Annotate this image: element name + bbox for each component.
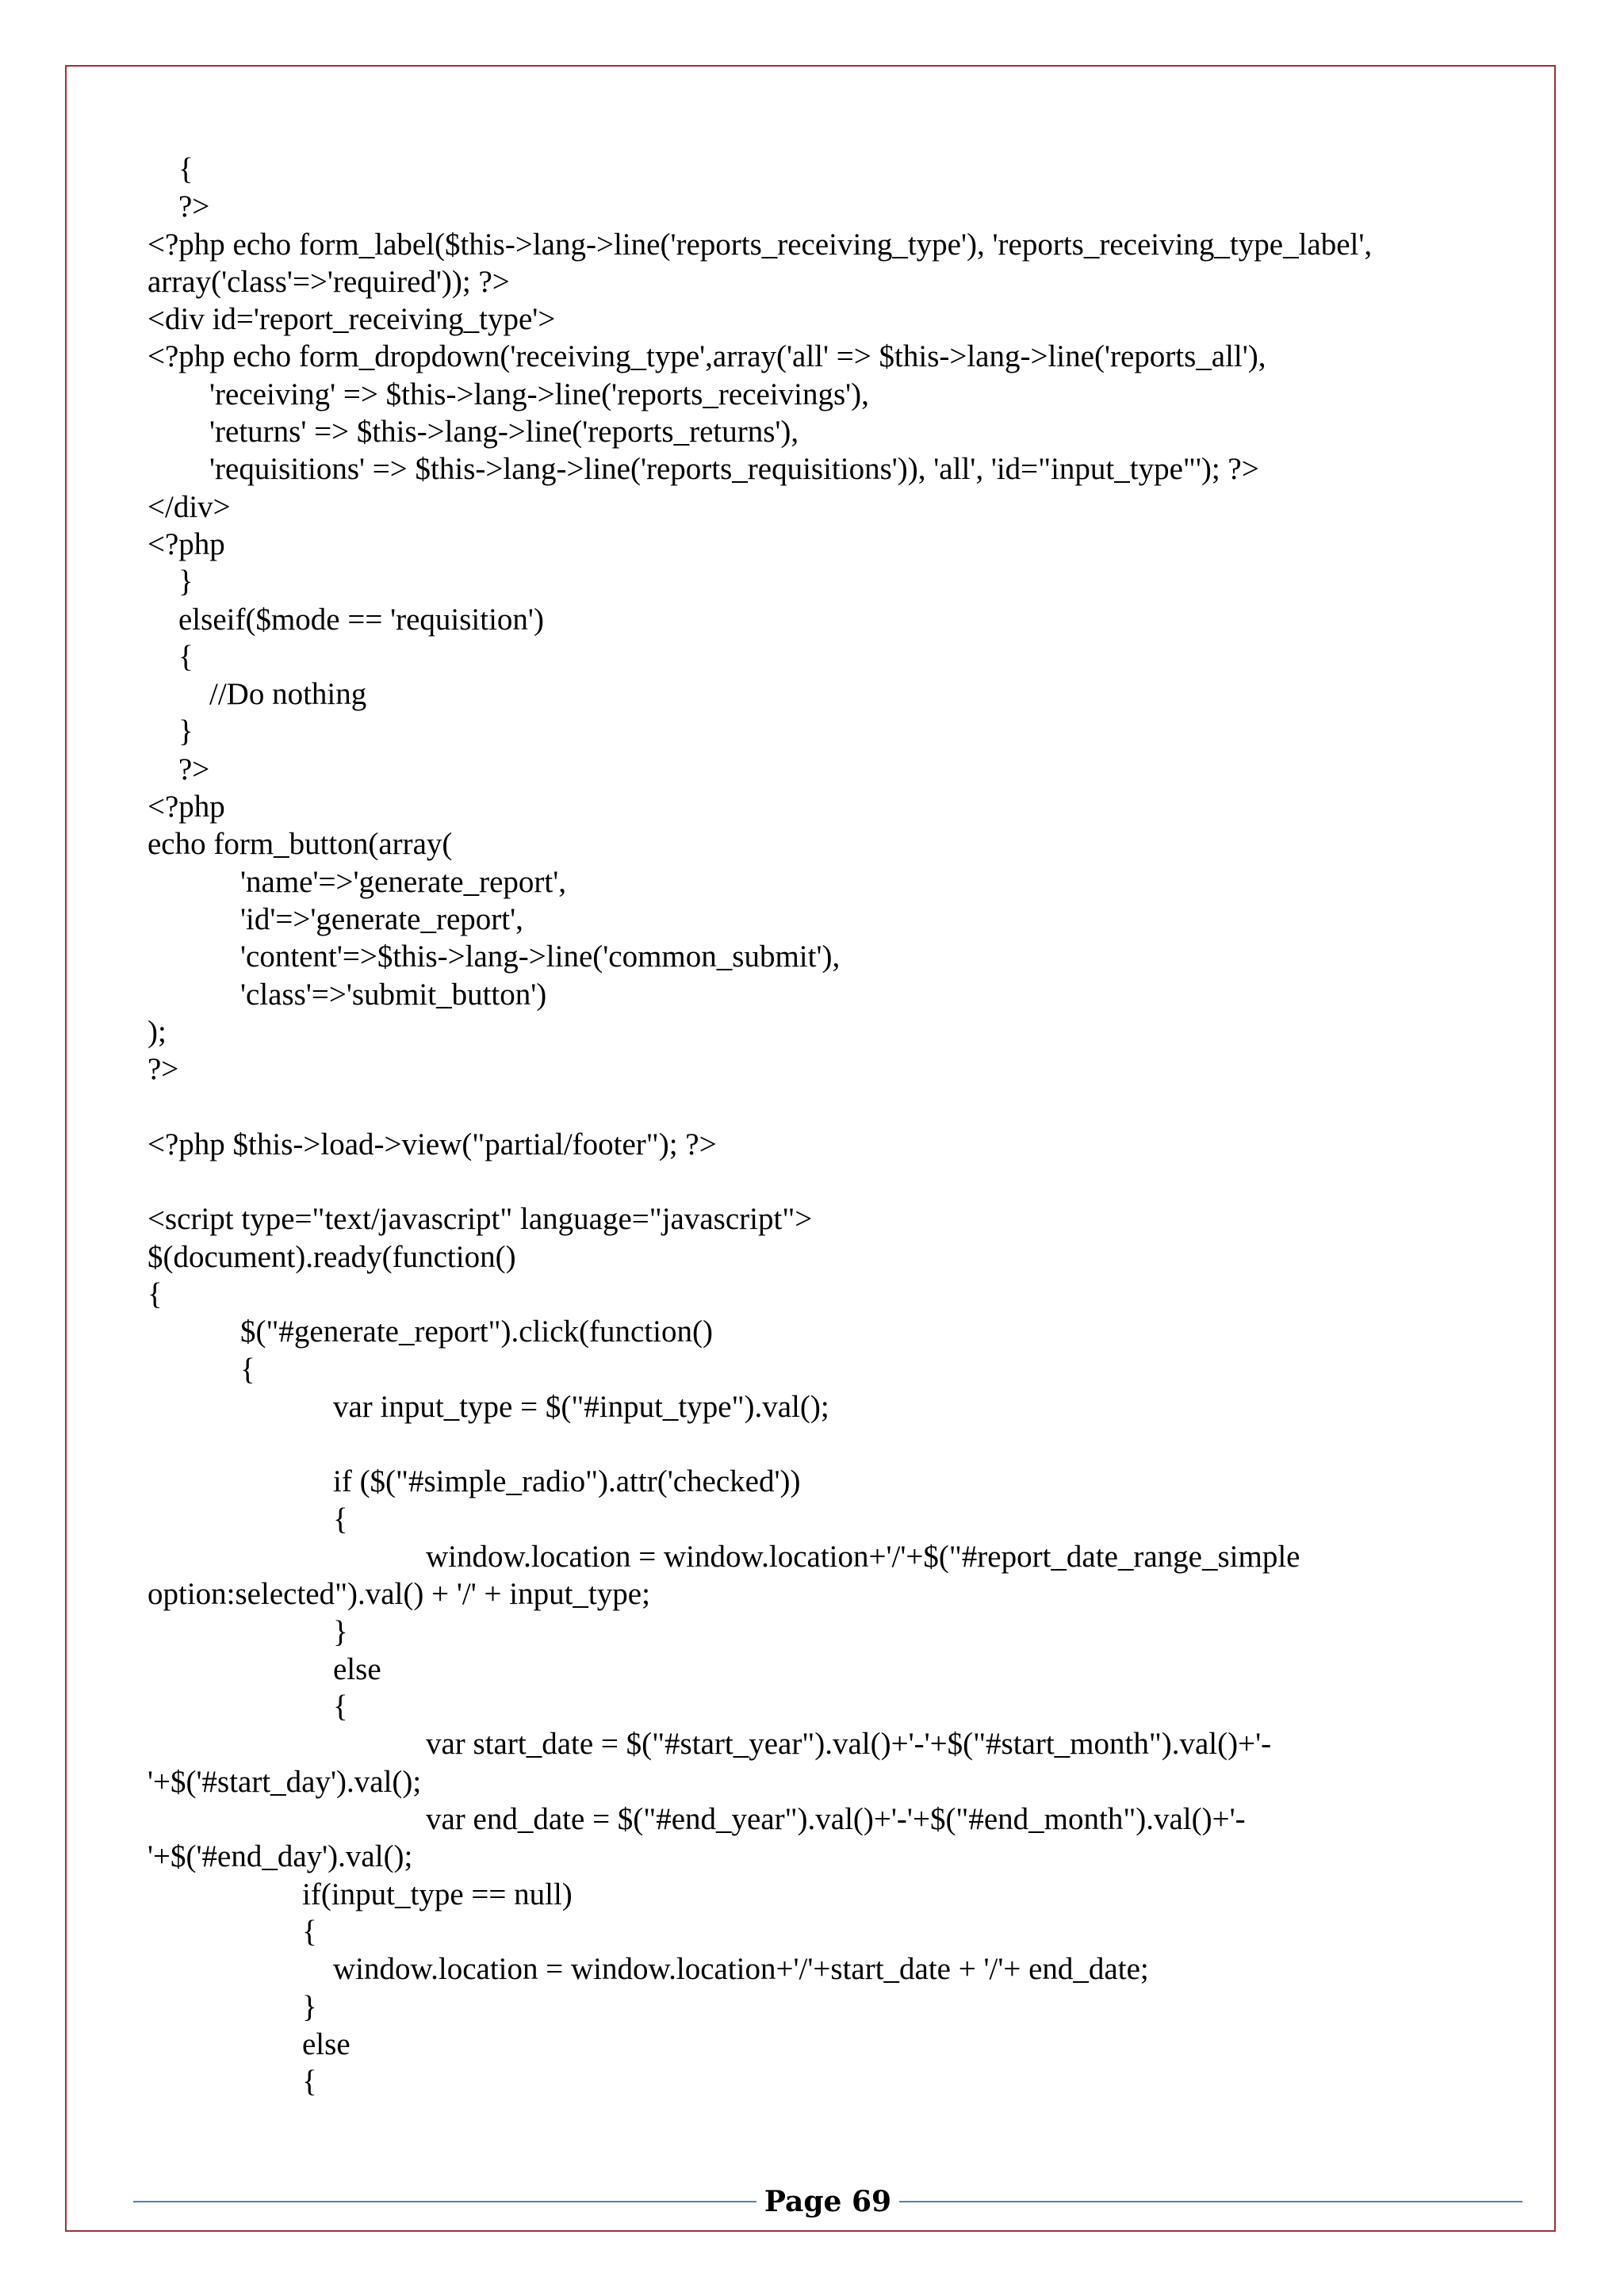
code-line: array('class'=>'required')); ?>: [147, 264, 510, 299]
code-line: }: [147, 564, 193, 599]
code-line: ?>: [147, 1052, 179, 1087]
code-line: $(document).ready(function(): [147, 1239, 516, 1274]
code-line: <?php: [147, 790, 225, 825]
page-number: Page 69: [764, 2185, 892, 2218]
code-line: }: [147, 1989, 317, 2024]
code-line: {: [147, 1276, 163, 1311]
code-line: <div id='report_receiving_type'>: [147, 302, 556, 337]
code-line: '+$('#end_day').val();: [147, 1839, 413, 1874]
code-line: 'receiving' => $this->lang->line('reports_receivings'),: [147, 377, 869, 411]
code-line: <script type="text/javascript" language="javascript">: [147, 1202, 813, 1237]
code-line: else: [147, 1651, 381, 1686]
code-line: 'content'=>$this->lang->line('common_submit'),: [147, 939, 841, 974]
code-line: ?>: [147, 189, 210, 224]
code-line: {: [147, 1914, 317, 1949]
footer-rule-right: [899, 2201, 1522, 2202]
code-line: '+$('#start_day').val();: [147, 1764, 422, 1799]
code-line: [147, 1088, 1511, 1125]
code-line: <?php: [147, 526, 225, 561]
code-line: $("#generate_report").click(function(): [147, 1314, 713, 1349]
code-line: option:selected").val() + '/' + input_type;: [147, 1577, 650, 1612]
code-line: window.location = window.location+'/'+start_date + '/'+ end_date;: [147, 1952, 1149, 1987]
code-line: {: [147, 152, 193, 186]
page-footer: [133, 2182, 1522, 2221]
code-line: else: [147, 2026, 350, 2061]
code-line: var input_type = $("#input_type").val();: [147, 1389, 829, 1424]
code-line: var start_date = $("#start_year").val()+'-'+$("#start_month").val()+'-: [147, 1727, 1272, 1762]
code-line: <?php $this->load->view("partial/footer"); ?>: [147, 1127, 717, 1161]
code-line: if ($("#simple_radio").attr('checked')): [147, 1464, 801, 1499]
code-line: //Do nothing: [147, 677, 367, 712]
code-line: <?php echo form_dropdown('receiving_type',array('all' => $this->lang->line('reports_all'),: [147, 339, 1266, 374]
code-line: }: [147, 1614, 348, 1649]
code-line: {: [147, 2064, 317, 2099]
code-line: if(input_type == null): [147, 1877, 573, 1911]
code-line: }: [147, 714, 193, 749]
code-line: );: [147, 1014, 167, 1049]
code-listing: [147, 151, 1511, 2100]
code-line: var end_date = $("#end_year").val()+'-'+$("#end_month").val()+'-: [147, 1802, 1246, 1837]
footer-rule-left: [133, 2201, 756, 2202]
code-line: <?php echo form_label($this->lang->line('reports_receiving_type'), 'reports_receiving_type_label',: [147, 227, 1373, 262]
code-line: {: [147, 1352, 255, 1387]
code-line: </div>: [147, 489, 231, 524]
code-line: window.location = window.location+'/'+$("#report_date_range_simple: [147, 1539, 1300, 1574]
code-line: 'class'=>'submit_button'): [147, 977, 547, 1012]
code-line: 'name'=>'generate_report',: [147, 864, 566, 899]
code-line: elseif($mode == 'requisition'): [147, 602, 544, 637]
code-line: 'returns' => $this->lang->line('reports_returns'),: [147, 415, 799, 450]
code-line: echo form_button(array(: [147, 827, 453, 862]
code-line: [147, 1163, 1511, 1200]
code-line: 'id'=>'generate_report',: [147, 901, 523, 936]
code-line: {: [147, 1689, 348, 1724]
code-line: 'requisitions' => $this->lang->line('reports_requisitions')), 'all', 'id="input_type"'); ?>: [147, 452, 1259, 487]
code-line: {: [147, 1502, 348, 1536]
code-line: ?>: [147, 752, 210, 786]
code-line: [147, 1425, 1511, 1463]
code-line: {: [147, 639, 193, 674]
